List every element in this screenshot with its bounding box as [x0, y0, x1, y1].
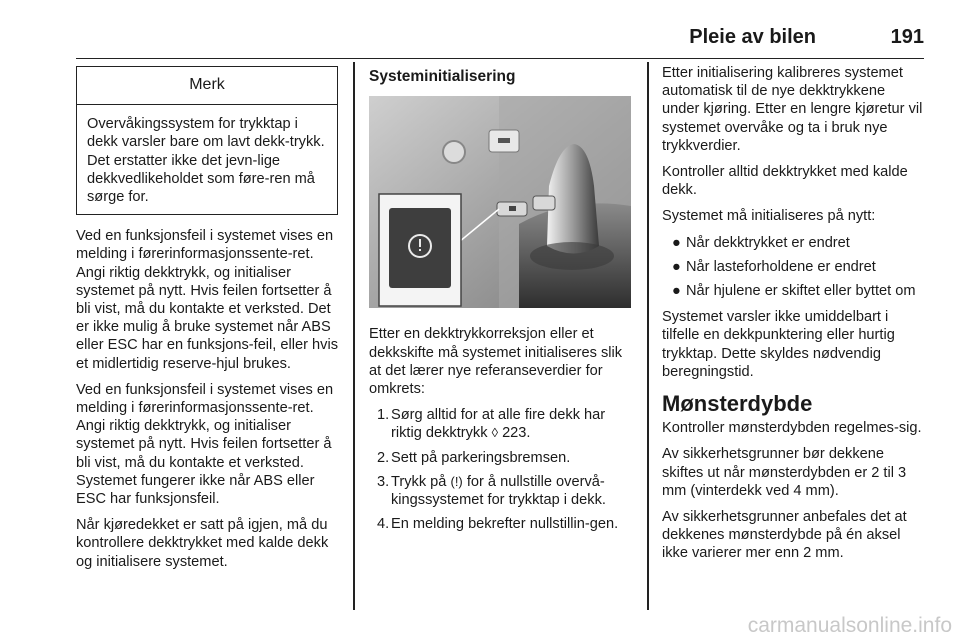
note-title: Merk	[77, 67, 337, 105]
note-text: Overvåkingssystem for trykktap i dekk varsler bare om lavt dekk-trykk. Det erstatter ikke det jevn-lige dekkvedlikeholdet som føre-ren må sørge for.	[87, 116, 325, 206]
step-text: Sørg alltid for at alle fire dekk har riktig dekktrykk	[391, 407, 606, 442]
bullet-icon: ●	[672, 283, 681, 300]
step-text: Sett på parkeringsbremsen.	[391, 449, 571, 466]
bullet-text: Når dekktrykket er endret	[686, 234, 850, 251]
paragraph: Ved en funksjonsfeil i systemet vises en melding i førerinformasjonssente-ret. Angi riktig dekktrykk, og initialiser systemet på nytt. Hvis feilen fortsetter å bli vist, må du kontakte et verksted. Det er ikke mulig å bruke systemet når ABS eller ESC har en funksjons-feil, eller hvis et midlertidig reserve-hjul brukes.	[76, 228, 338, 372]
column-divider-right	[647, 62, 649, 610]
bullet-text: Når lasteforholdene er endret	[686, 258, 876, 275]
paragraph: Kontroller alltid dekktrykket med kalde dekk.	[662, 164, 908, 199]
step-text: for å nullstille overvå-kingssystemet for trykktap i dekk.	[391, 473, 606, 509]
tpms-warning-icon: (!)	[450, 473, 463, 489]
step-number: 2.	[377, 449, 390, 466]
left-column	[76, 64, 338, 579]
paragraph: Etter en dekktrykkorreksjon eller et dekkskifte må systemet initialiseres slik at det lærer nye referanseverdier for omkrets:	[369, 326, 623, 398]
list-item	[662, 282, 926, 300]
step-number: 1.	[377, 407, 390, 424]
paragraph: Av sikkerhetsgrunner bør dekkene skiftes ut når mønsterdybden er 2 til 3 mm (vinterdekk ved 4 mm).	[662, 446, 907, 499]
middle-column	[369, 64, 633, 541]
paragraph: Ved en funksjonsfeil i systemet vises en melding i førerinformasjonssente-ret. Angi riktig dekktrykk, og initialiser systemet på nytt. Hvis feilen fortsetter å bli vist, må du kontakte et verksted. Systemet fungerer ikke når ABS eller ESC har funksjonsfeil.	[76, 381, 334, 508]
watermark: carmanualsonline.info	[747, 614, 952, 637]
section-heading: Mønsterdybde	[662, 391, 813, 417]
list-item	[369, 449, 633, 467]
list-item	[662, 258, 926, 276]
bullet-icon: ●	[672, 234, 681, 251]
list-item	[369, 406, 633, 442]
right-column	[662, 64, 926, 571]
bullet-list	[662, 234, 926, 301]
gear-shifter-tpms-button-photo	[369, 96, 631, 308]
bullet-icon: ●	[672, 258, 681, 275]
step-number: 3.	[377, 473, 390, 490]
page-reference-icon: ◊	[491, 425, 498, 441]
page-number: 191	[890, 26, 924, 48]
paragraph: Etter initialisering kalibreres systemet automatisk til de nye dekktrykkene under kjøring. Etter en lengre kjøretur vil systemet overvåke og ta i bruk nye trykkverdier.	[662, 65, 923, 154]
section-heading: Systeminitialisering	[369, 68, 516, 85]
page-header	[76, 24, 924, 59]
step-list	[369, 406, 633, 533]
step-text: En melding bekrefter nullstillin-gen.	[391, 516, 619, 533]
paragraph: Når kjøredekket er satt på igjen, må du kontrollere dekktrykket med kalde dekk og initialisere systemet.	[76, 517, 329, 570]
section-title: Pleie av bilen	[689, 26, 816, 48]
paragraph: Systemet varsler ikke umiddelbart i tilfelle en dekkpunktering eller hurtig trykktap. Dette skyldes nødvendig beregningstid.	[662, 309, 895, 380]
paragraph: Kontroller mønsterdybden regelmes-sig.	[662, 420, 922, 437]
step-text: Trykk på	[391, 473, 447, 490]
paragraph: Av sikkerhetsgrunner anbefales det at dekkenes mønsterdybde på én aksel ikke varierer mer enn 2 mm.	[662, 509, 907, 562]
note-box	[76, 66, 338, 215]
list-item	[369, 515, 633, 533]
page-reference: 223.	[502, 425, 531, 442]
paragraph: Systemet må initialiseres på nytt:	[662, 208, 876, 225]
list-item	[369, 473, 633, 509]
list-item	[662, 234, 926, 252]
column-divider-left	[353, 62, 355, 610]
step-number: 4.	[377, 516, 390, 533]
bullet-text: Når hjulene er skiftet eller byttet om	[686, 283, 916, 300]
